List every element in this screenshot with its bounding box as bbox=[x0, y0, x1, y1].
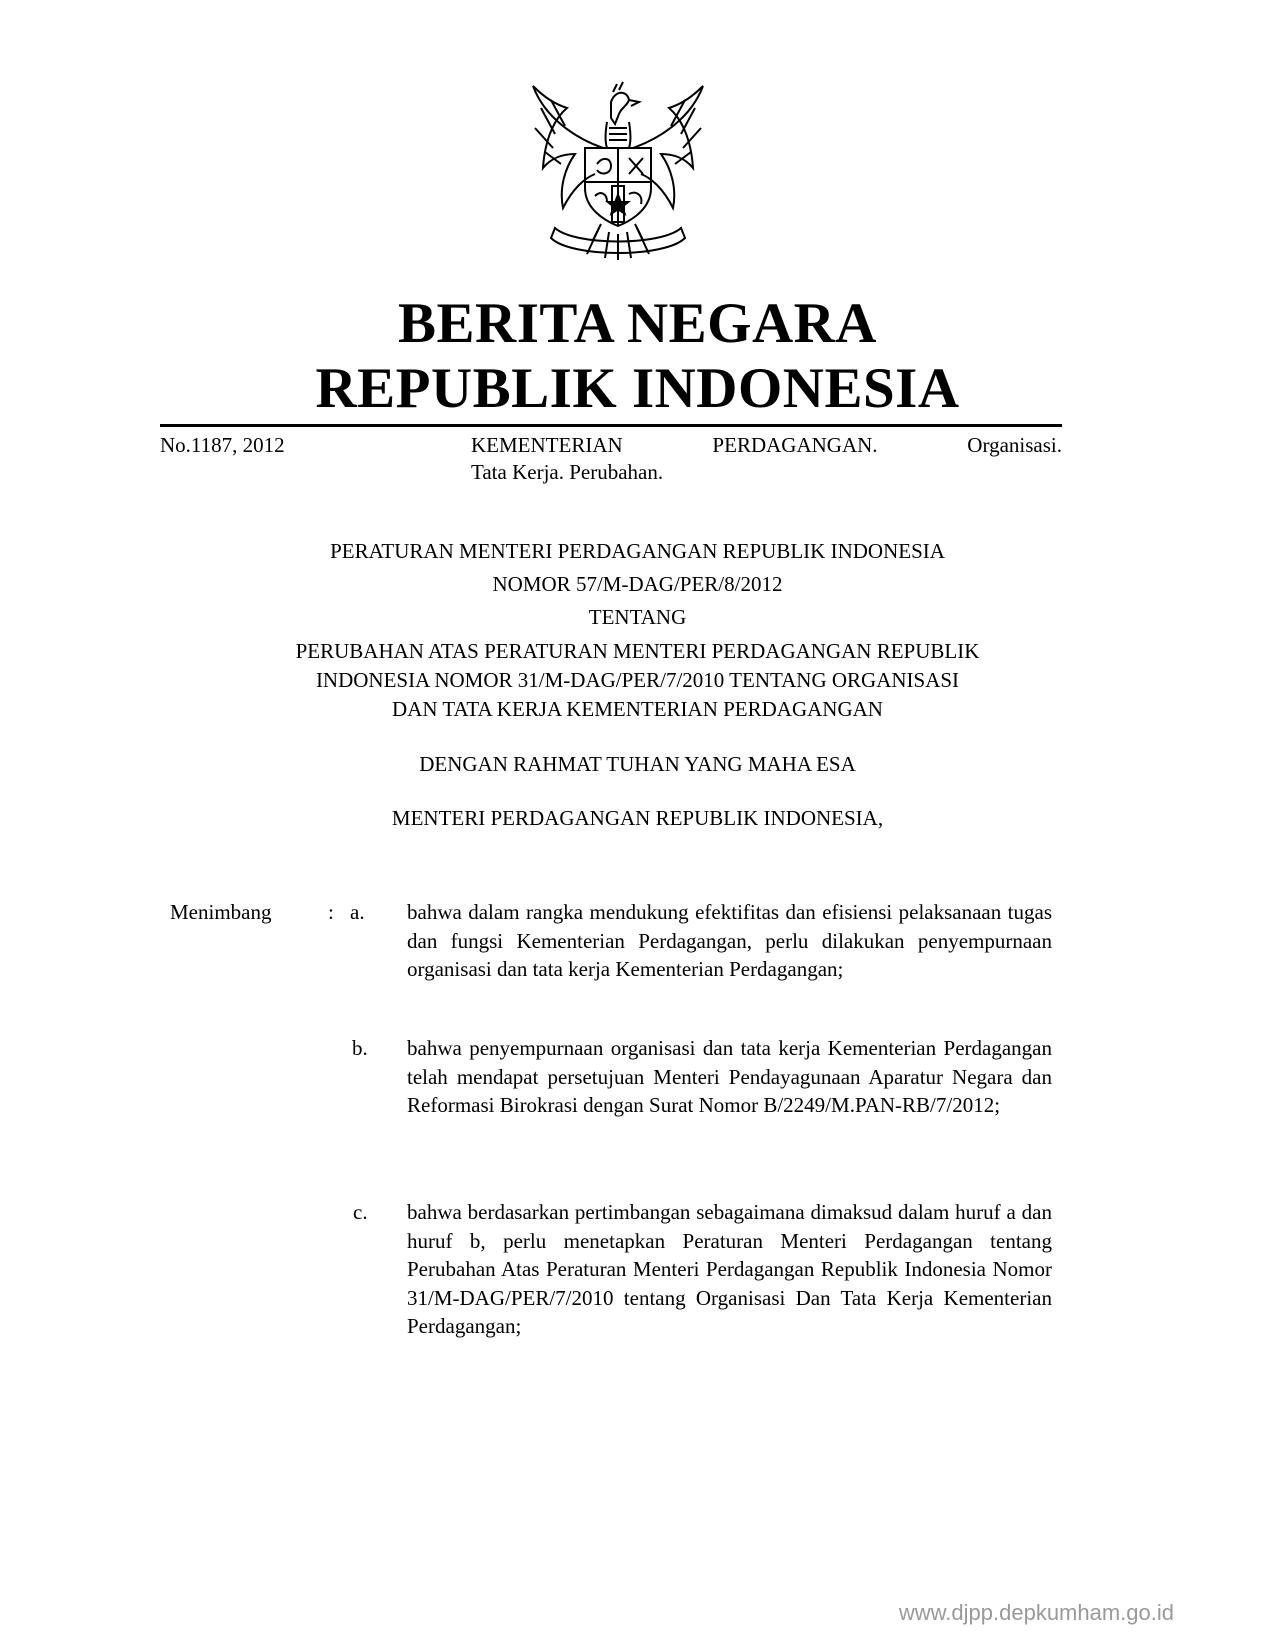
regulation-about: TENTANG bbox=[588, 605, 687, 629]
gazette-subject-line1: KEMENTERIAN PERDAGANGAN. Organisasi. bbox=[471, 433, 1062, 457]
item-text-b: bahwa penyempurnaan organisasi dan tata kerja Kementerian Perdagangan telah mendapat persetujuan Menteri Pendayagunaan Aparatur Negara dan Reformasi Birokrasi dengan Surat Nomor B/2249/M.PAN-RB/7/2012; bbox=[407, 1036, 1052, 1118]
item-text-a: bahwa dalam rangka mendukung efektifitas dan efisiensi pelaksanaan tugas dan fungsi Kementerian Perdagangan, perlu dilakukan penyempurnaan organisasi dan tata kerja Kementerian Perdagangan; bbox=[407, 900, 1052, 982]
menimbang-colon: : bbox=[328, 900, 334, 924]
gazette-subject-line2: Tata Kerja. Perubahan. bbox=[471, 460, 664, 484]
menimbang-label: Menimbang bbox=[170, 900, 272, 924]
regulation-subject-line1: PERUBAHAN ATAS PERATURAN MENTERI PERDAGANGAN REPUBLIK bbox=[295, 639, 980, 663]
gazette-number: No.1187, 2012 bbox=[160, 433, 285, 457]
item-letter-a: a. bbox=[350, 900, 365, 924]
preamble-minister: MENTERI PERDAGANGAN REPUBLIK INDONESIA, bbox=[391, 806, 884, 830]
garuda-emblem-icon bbox=[515, 78, 721, 274]
item-letter-b: b. bbox=[352, 1036, 368, 1060]
item-letter-c: c. bbox=[353, 1200, 368, 1224]
document-title-line2: REPUBLIK INDONESIA bbox=[315, 357, 960, 420]
item-text-c: bahwa berdasarkan pertimbangan sebagaimana dimaksud dalam huruf a dan huruf b, perlu menetapkan Peraturan Menteri Perdagangan tentang Perubahan Atas Peraturan Menteri Perdagangan Republik Indonesia Nomor 31/M-DAG/PER/7/2010 tentang Organisasi Dan Tata Kerja Kementerian Perdagangan; bbox=[407, 1200, 1052, 1339]
preamble-divine: DENGAN RAHMAT TUHAN YANG MAHA ESA bbox=[419, 752, 856, 776]
regulation-number: NOMOR 57/M-DAG/PER/8/2012 bbox=[492, 572, 783, 596]
document-title-line1: BERITA NEGARA bbox=[398, 292, 877, 355]
footer-url: www.djpp.depkumham.go.id bbox=[898, 1600, 1174, 1625]
regulation-subject-line2: INDONESIA NOMOR 31/M-DAG/PER/7/2010 TENTANG ORGANISASI bbox=[315, 668, 960, 692]
regulation-title: PERATURAN MENTERI PERDAGANGAN REPUBLIK INDONESIA bbox=[330, 539, 945, 563]
regulation-subject-line3: DAN TATA KERJA KEMENTERIAN PERDAGANGAN bbox=[392, 697, 883, 721]
header-divider bbox=[160, 424, 1062, 427]
